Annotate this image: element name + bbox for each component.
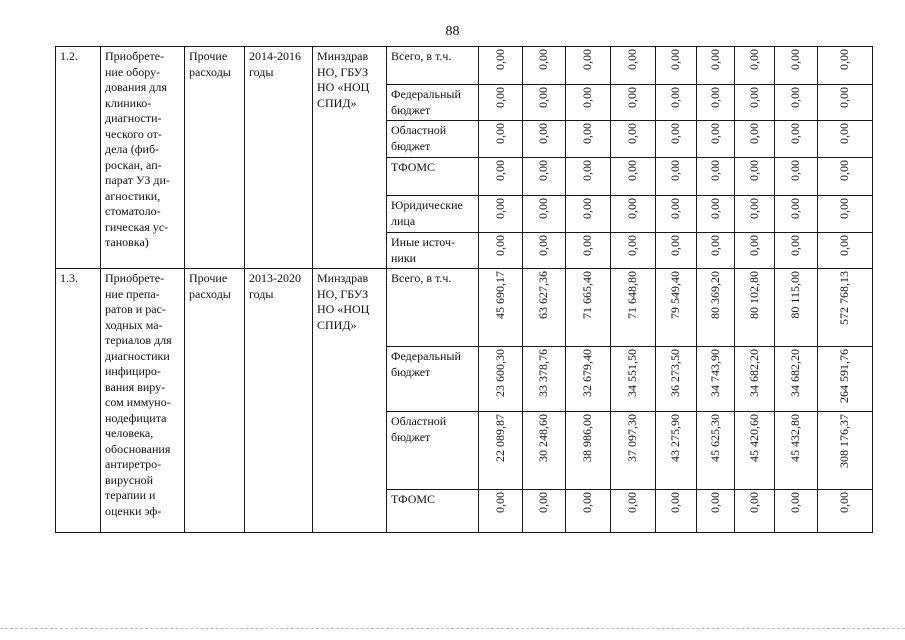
funding-source-label: Всего, в т.ч. bbox=[391, 271, 452, 285]
funding-source-cell bbox=[387, 47, 479, 85]
amount-value: 38 986,00 bbox=[580, 414, 595, 462]
amount-value: 0,00 bbox=[746, 235, 761, 256]
amount-cell bbox=[479, 233, 523, 269]
amount-cell bbox=[523, 490, 566, 533]
page-bottom-divider bbox=[0, 628, 905, 629]
amount-value: 34 682,20 bbox=[746, 349, 761, 397]
funding-source-label: Федеральный бюджет bbox=[391, 87, 461, 117]
item-name-cell bbox=[101, 47, 185, 269]
expense-type: Прочие расходы bbox=[189, 49, 231, 79]
amount-cell bbox=[735, 158, 775, 196]
amount-value: 0,00 bbox=[788, 492, 803, 513]
amount-cell bbox=[735, 121, 775, 158]
amount-value: 71 648,80 bbox=[625, 271, 640, 319]
executor-cell bbox=[313, 47, 387, 269]
amount-cell bbox=[697, 347, 735, 412]
amount-value: 0,00 bbox=[707, 235, 722, 256]
amount-value: 0,00 bbox=[625, 198, 640, 219]
amount-value: 0,00 bbox=[668, 198, 683, 219]
amount-cell bbox=[479, 196, 523, 233]
funding-source-label: Областной бюджет bbox=[391, 414, 447, 444]
amount-value: 0,00 bbox=[536, 235, 551, 256]
item-code: 1.2. bbox=[60, 49, 78, 63]
executor-cell bbox=[313, 269, 387, 533]
amount-cell bbox=[479, 269, 523, 347]
expense-type: Прочие расходы bbox=[189, 271, 231, 301]
amount-cell bbox=[697, 47, 735, 85]
amount-value: 0,00 bbox=[492, 235, 507, 256]
amount-cell bbox=[656, 47, 697, 85]
amount-cell bbox=[656, 196, 697, 233]
amount-value: 37 097,30 bbox=[625, 414, 640, 462]
amount-cell bbox=[611, 158, 656, 196]
amount-value: 0,00 bbox=[788, 49, 803, 70]
amount-cell bbox=[479, 347, 523, 412]
amount-cell bbox=[656, 347, 697, 412]
amount-cell bbox=[479, 490, 523, 533]
funding-source-cell bbox=[387, 347, 479, 412]
amount-cell bbox=[523, 47, 566, 85]
amount-value: 63 627,36 bbox=[536, 271, 551, 319]
amount-cell bbox=[775, 347, 818, 412]
amount-cell bbox=[523, 196, 566, 233]
amount-cell bbox=[697, 233, 735, 269]
amount-value: 0,00 bbox=[746, 160, 761, 181]
item-name: Приобрете- ние препа- ратов и рас- ходных ма- териалов для диагностики инфициро- вания виру- сом иммуно- нодефицита человека, обоснования антиретро- вирусной терапии и оценки эф- bbox=[105, 271, 172, 518]
budget-table bbox=[55, 46, 873, 533]
amount-cell bbox=[775, 490, 818, 533]
amount-value: 0,00 bbox=[536, 160, 551, 181]
table-row bbox=[56, 269, 873, 347]
amount-value: 0,00 bbox=[536, 87, 551, 108]
amount-cell bbox=[523, 158, 566, 196]
amount-cell bbox=[697, 158, 735, 196]
amount-cell bbox=[697, 269, 735, 347]
amount-cell bbox=[523, 121, 566, 158]
amount-value: 0,00 bbox=[837, 492, 852, 513]
amount-value: 45 432,80 bbox=[788, 414, 803, 462]
amount-value: 0,00 bbox=[668, 235, 683, 256]
amount-value: 36 273,50 bbox=[668, 349, 683, 397]
amount-cell bbox=[735, 269, 775, 347]
amount-value: 0,00 bbox=[746, 198, 761, 219]
amount-value: 0,00 bbox=[580, 49, 595, 70]
amount-cell bbox=[697, 490, 735, 533]
funding-source-cell bbox=[387, 269, 479, 347]
amount-cell bbox=[611, 412, 656, 490]
amount-cell bbox=[566, 233, 611, 269]
funding-source-cell bbox=[387, 121, 479, 158]
amount-cell bbox=[523, 269, 566, 347]
amount-cell bbox=[697, 121, 735, 158]
amount-value: 0,00 bbox=[625, 123, 640, 144]
funding-source-label: Всего, в т.ч. bbox=[391, 49, 452, 63]
amount-value: 45 625,30 bbox=[707, 414, 722, 462]
funding-source-cell bbox=[387, 490, 479, 533]
funding-source-label: Юридические лица bbox=[391, 198, 463, 228]
item-name: Приобрете- ние обору- дования для клинико- диагности- ческого от- дела (фиб- роскан, ап- парат УЗ ди- агностики, стоматоло- гическая ус- тановка) bbox=[105, 49, 170, 249]
amount-value: 0,00 bbox=[707, 123, 722, 144]
amount-cell bbox=[611, 233, 656, 269]
item-name-cell bbox=[101, 269, 185, 533]
amount-value: 0,00 bbox=[746, 87, 761, 108]
amount-cell bbox=[566, 412, 611, 490]
amount-value: 0,00 bbox=[580, 123, 595, 144]
amount-cell bbox=[479, 47, 523, 85]
amount-value: 0,00 bbox=[668, 492, 683, 513]
amount-value: 0,00 bbox=[707, 87, 722, 108]
amount-cell bbox=[775, 121, 818, 158]
amount-cell bbox=[566, 85, 611, 121]
amount-cell bbox=[566, 121, 611, 158]
amount-cell bbox=[775, 412, 818, 490]
amount-cell bbox=[566, 347, 611, 412]
amount-value: 0,00 bbox=[746, 492, 761, 513]
amount-cell bbox=[656, 490, 697, 533]
amount-cell bbox=[479, 121, 523, 158]
amount-cell bbox=[611, 121, 656, 158]
amount-cell bbox=[818, 196, 873, 233]
amount-value: 0,00 bbox=[788, 235, 803, 256]
funding-source-label: Областной бюджет bbox=[391, 123, 447, 153]
amount-value: 0,00 bbox=[625, 492, 640, 513]
amount-cell bbox=[818, 490, 873, 533]
amount-cell bbox=[735, 196, 775, 233]
amount-cell bbox=[656, 158, 697, 196]
executor: Минздрав НО, ГБУЗ НО «НОЦ СПИД» bbox=[317, 271, 370, 332]
amount-cell bbox=[735, 233, 775, 269]
amount-value: 0,00 bbox=[707, 492, 722, 513]
amount-cell bbox=[775, 196, 818, 233]
funding-source-label: Иные источ- ники bbox=[391, 235, 456, 265]
funding-source-cell bbox=[387, 158, 479, 196]
amount-value: 0,00 bbox=[668, 160, 683, 181]
amount-cell bbox=[818, 121, 873, 158]
amount-cell bbox=[479, 412, 523, 490]
amount-value: 34 682,20 bbox=[788, 349, 803, 397]
amount-value: 572 768,13 bbox=[837, 271, 852, 325]
item-code: 1.3. bbox=[60, 271, 78, 285]
amount-value: 0,00 bbox=[788, 87, 803, 108]
amount-value: 0,00 bbox=[492, 123, 507, 144]
amount-value: 0,00 bbox=[837, 49, 852, 70]
executor: Минздрав НО, ГБУЗ НО «НОЦ СПИД» bbox=[317, 49, 370, 110]
amount-value: 0,00 bbox=[536, 492, 551, 513]
amount-value: 0,00 bbox=[625, 160, 640, 181]
amount-value: 0,00 bbox=[536, 49, 551, 70]
funding-source-label: Федеральный бюджет bbox=[391, 349, 461, 379]
amount-cell bbox=[775, 85, 818, 121]
amount-cell bbox=[775, 158, 818, 196]
amount-value: 0,00 bbox=[668, 87, 683, 108]
amount-value: 23 600,30 bbox=[492, 349, 507, 397]
amount-cell bbox=[566, 158, 611, 196]
amount-value: 45 420,60 bbox=[746, 414, 761, 462]
amount-value: 0,00 bbox=[837, 198, 852, 219]
amount-value: 0,00 bbox=[580, 198, 595, 219]
amount-cell bbox=[697, 412, 735, 490]
amount-value: 0,00 bbox=[668, 123, 683, 144]
amount-value: 0,00 bbox=[625, 87, 640, 108]
amount-value: 0,00 bbox=[837, 235, 852, 256]
amount-cell bbox=[566, 490, 611, 533]
item-code-cell bbox=[56, 47, 101, 269]
amount-cell bbox=[611, 347, 656, 412]
amount-cell bbox=[735, 85, 775, 121]
amount-value: 0,00 bbox=[492, 49, 507, 70]
amount-value: 71 665,40 bbox=[580, 271, 595, 319]
period-cell bbox=[245, 47, 313, 269]
amount-cell bbox=[775, 269, 818, 347]
amount-cell bbox=[818, 412, 873, 490]
amount-value: 30 248,60 bbox=[536, 414, 551, 462]
amount-cell bbox=[818, 233, 873, 269]
amount-cell bbox=[656, 269, 697, 347]
amount-cell bbox=[611, 490, 656, 533]
amount-value: 0,00 bbox=[580, 160, 595, 181]
amount-value: 0,00 bbox=[492, 492, 507, 513]
amount-cell bbox=[697, 196, 735, 233]
funding-source-label: ТФОМС bbox=[391, 492, 436, 506]
amount-value: 22 089,87 bbox=[492, 414, 507, 462]
funding-source-cell bbox=[387, 412, 479, 490]
amount-cell bbox=[479, 158, 523, 196]
amount-cell bbox=[523, 85, 566, 121]
amount-cell bbox=[818, 47, 873, 85]
expense-type-cell bbox=[185, 269, 245, 533]
amount-cell bbox=[656, 233, 697, 269]
amount-cell bbox=[818, 85, 873, 121]
amount-value: 0,00 bbox=[788, 123, 803, 144]
amount-cell bbox=[566, 47, 611, 85]
amount-value: 45 690,17 bbox=[492, 271, 507, 319]
amount-cell bbox=[523, 412, 566, 490]
amount-value: 0,00 bbox=[707, 198, 722, 219]
amount-cell bbox=[611, 47, 656, 85]
amount-value: 0,00 bbox=[536, 198, 551, 219]
amount-cell bbox=[818, 347, 873, 412]
amount-cell bbox=[611, 85, 656, 121]
amount-value: 0,00 bbox=[746, 123, 761, 144]
amount-value: 0,00 bbox=[536, 123, 551, 144]
amount-value: 308 176,37 bbox=[837, 414, 852, 468]
amount-cell bbox=[479, 85, 523, 121]
amount-value: 0,00 bbox=[625, 49, 640, 70]
funding-source-label: ТФОМС bbox=[391, 160, 436, 174]
amount-value: 0,00 bbox=[492, 87, 507, 108]
amount-cell bbox=[523, 233, 566, 269]
amount-value: 43 275,90 bbox=[668, 414, 683, 462]
amount-value: 0,00 bbox=[707, 160, 722, 181]
amount-cell bbox=[611, 269, 656, 347]
amount-cell bbox=[735, 47, 775, 85]
funding-source-cell bbox=[387, 196, 479, 233]
amount-cell bbox=[566, 196, 611, 233]
amount-value: 0,00 bbox=[668, 49, 683, 70]
amount-value: 0,00 bbox=[580, 492, 595, 513]
amount-value: 0,00 bbox=[492, 160, 507, 181]
amount-value: 34 551,50 bbox=[625, 349, 640, 397]
amount-value: 33 378,76 bbox=[536, 349, 551, 397]
amount-value: 0,00 bbox=[788, 198, 803, 219]
amount-value: 0,00 bbox=[625, 235, 640, 256]
page-number: 88 bbox=[445, 24, 460, 39]
amount-value: 0,00 bbox=[580, 87, 595, 108]
amount-value: 0,00 bbox=[837, 87, 852, 108]
amount-cell bbox=[818, 158, 873, 196]
amount-value: 0,00 bbox=[492, 198, 507, 219]
amount-value: 0,00 bbox=[837, 160, 852, 181]
period: 2013-2020 годы bbox=[249, 271, 301, 301]
amount-value: 79 549,40 bbox=[668, 271, 683, 319]
amount-value: 0,00 bbox=[580, 235, 595, 256]
amount-cell bbox=[656, 85, 697, 121]
amount-value: 264 591,76 bbox=[837, 349, 852, 403]
amount-value: 80 115,00 bbox=[788, 271, 803, 319]
amount-value: 32 679,40 bbox=[580, 349, 595, 397]
amount-cell bbox=[656, 412, 697, 490]
amount-cell bbox=[818, 269, 873, 347]
amount-value: 80 369,20 bbox=[707, 271, 722, 319]
amount-value: 80 102,80 bbox=[746, 271, 761, 319]
amount-value: 0,00 bbox=[746, 49, 761, 70]
expense-type-cell bbox=[185, 47, 245, 269]
funding-source-cell bbox=[387, 85, 479, 121]
amount-cell bbox=[523, 347, 566, 412]
amount-cell bbox=[775, 47, 818, 85]
amount-cell bbox=[735, 347, 775, 412]
amount-value: 34 743,90 bbox=[707, 349, 722, 397]
amount-value: 0,00 bbox=[707, 49, 722, 70]
period-cell bbox=[245, 269, 313, 533]
amount-value: 0,00 bbox=[788, 160, 803, 181]
period: 2014-2016 годы bbox=[249, 49, 301, 79]
amount-value: 0,00 bbox=[837, 123, 852, 144]
budget-table-body bbox=[56, 47, 873, 533]
amount-cell bbox=[697, 85, 735, 121]
amount-cell bbox=[735, 490, 775, 533]
table-row bbox=[56, 47, 873, 85]
amount-cell bbox=[775, 233, 818, 269]
amount-cell bbox=[735, 412, 775, 490]
amount-cell bbox=[611, 196, 656, 233]
funding-source-cell bbox=[387, 233, 479, 269]
amount-cell bbox=[566, 269, 611, 347]
amount-cell bbox=[656, 121, 697, 158]
item-code-cell bbox=[56, 269, 101, 533]
